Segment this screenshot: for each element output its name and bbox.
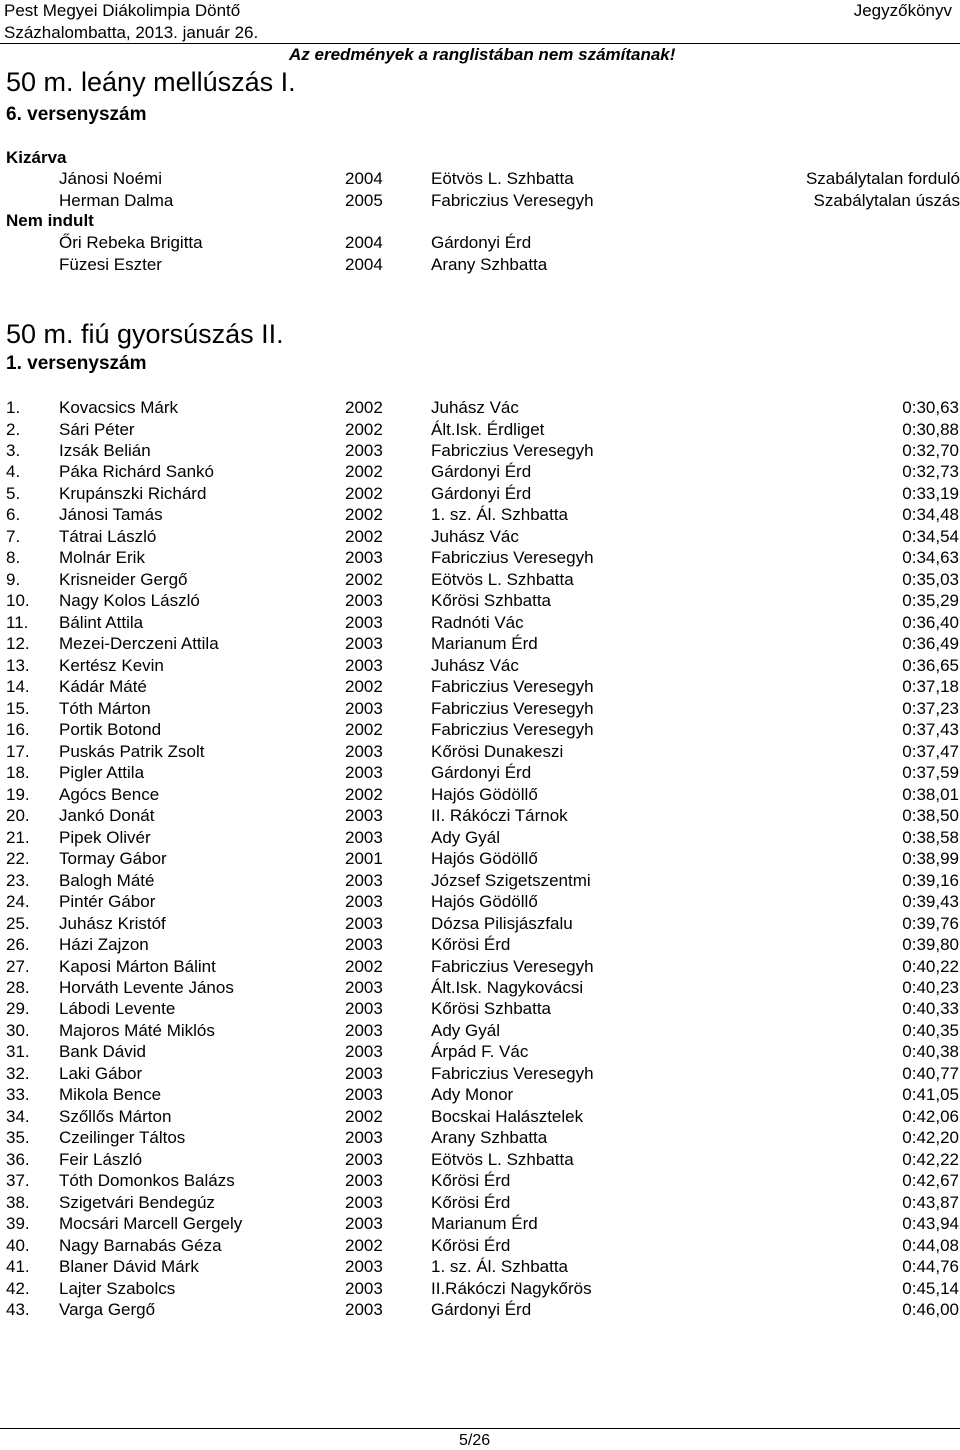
club-name: 1. sz. Ál. Szhbatta [431,505,569,525]
club-name: Juhász Vác [431,655,519,675]
result-time: 0:39,16 [902,870,959,890]
swimmer-name: Czeilinger Táltos [59,1128,186,1148]
birth-year: 2002 [345,784,383,804]
swimmer-name: Tormay Gábor [59,849,167,869]
swimmer-name: Kaposi Márton Bálint [59,956,216,976]
club-name: Bocskai Halásztelek [431,1106,584,1126]
result-time: 0:36,49 [902,634,959,654]
rank: 41. [6,1257,30,1277]
result-time: 0:33,19 [902,483,959,503]
birth-year: 2002 [345,526,383,546]
club-name: 1. sz. Ál. Szhbatta [431,1257,569,1277]
rank: 14. [6,677,30,697]
rank: 5. [6,483,21,503]
rank: 9. [6,569,21,589]
dq-reason: Szabálytalan forduló [805,169,960,188]
birth-year: 2003 [345,1149,383,1169]
table-row [0,1149,960,1170]
club-name: Gárdonyi Érd [431,763,532,783]
result-time: 0:45,14 [902,1278,959,1298]
club-name: Eötvös L. Szhbatta [431,1149,574,1169]
table-row [0,526,960,547]
club-name: Gárdonyi Érd [431,483,532,503]
club-name: Ált.Isk. Érdliget [431,419,545,439]
swimmer-name: Mikola Bence [59,1085,162,1105]
swimmer-name: Krisneider Gergő [59,569,188,589]
club-name: Gárdonyi Érd [431,462,532,482]
birth-year: 2003 [345,1257,383,1277]
result-time: 0:39,80 [902,935,959,954]
club-name: Hajós Gödöllő [431,849,538,869]
birth-year: 2002 [345,956,383,976]
event2-title: 50 m. fiú gyorsúszás II. [6,319,284,349]
club-name: Gárdonyi Érd [431,233,532,252]
swimmer-name: Kovacsics Márk [59,398,179,417]
table-row [0,397,960,418]
swimmer-name: Páka Richárd Sankó [59,462,214,482]
table-row [0,719,960,740]
club-name: Marianum Érd [431,1214,538,1234]
swimmer-name: Herman Dalma [59,191,174,210]
rank: 31. [6,1042,30,1062]
table-row [0,1106,960,1127]
table-row [0,870,960,891]
rank: 40. [6,1235,30,1255]
rank: 32. [6,1063,30,1083]
result-time: 0:38,99 [902,849,959,869]
birth-year: 2003 [345,806,383,826]
rank: 7. [6,526,21,546]
swimmer-name: Tátrai László [59,526,157,546]
swimmer-name: Tóth Márton [59,698,151,718]
birth-year: 2003 [345,935,383,954]
table-row [0,1063,960,1084]
club-name: Gárdonyi Érd [431,1300,532,1320]
swimmer-name: Agócs Bence [59,784,160,804]
table-row [0,440,960,461]
club-name: Juhász Vác [431,526,519,546]
club-name: II.Rákóczi Nagykőrös [431,1278,592,1298]
result-time: 0:42,22 [902,1149,959,1169]
birth-year: 2001 [345,849,383,869]
birth-year: 2003 [345,892,383,911]
birth-year: 2002 [345,569,383,589]
rank: 27. [6,956,30,976]
rank: 33. [6,1085,30,1105]
table-row [0,461,960,482]
result-time: 0:40,38 [902,1042,959,1062]
footer-divider [0,1428,960,1429]
club-name: Fabriczius Veresegyh [431,720,594,740]
club-name: Fabriczius Veresegyh [431,548,594,568]
rank: 42. [6,1278,30,1298]
birth-year: 2003 [345,763,383,783]
rank: 43. [6,1300,30,1320]
birth-year: 2003 [345,1020,383,1040]
club-name: Ady Gyál [431,827,500,847]
club-name: Dózsa Pilisjászfalu [431,913,573,933]
rank: 12. [6,634,30,654]
result-time: 0:46,00 [902,1300,959,1320]
result-time: 0:30,88 [902,419,959,439]
swimmer-name: Varga Gergő [59,1300,156,1320]
birth-year: 2002 [345,462,383,482]
birth-year: 2003 [345,1128,383,1148]
swimmer-name: Juhász Kristóf [59,913,166,933]
club-name: Juhász Vác [431,398,519,417]
result-time: 0:43,87 [902,1192,959,1212]
birth-year: 2003 [345,1214,383,1234]
table-row [0,419,960,440]
swimmer-name: Pigler Attila [59,763,145,783]
table-row [0,569,960,590]
birth-year: 2003 [345,870,383,890]
rank: 36. [6,1149,30,1169]
table-row [0,934,960,955]
table-row [0,848,960,869]
header-subtitle: Százhalombatta, 2013. január 26. [4,23,259,42]
rank: 18. [6,763,30,783]
birth-year: 2003 [345,1042,383,1062]
result-time: 0:43,94 [902,1214,959,1234]
club-name: Hajós Gödöllő [431,784,538,804]
swimmer-name: Szőllős Márton [59,1106,172,1126]
rank: 28. [6,978,30,997]
result-time: 0:35,29 [902,591,959,611]
rank: 30. [6,1020,30,1040]
club-name: Arany Szhbatta [431,1128,548,1148]
rank: 8. [6,548,21,568]
club-name: Ált.Isk. Nagykovácsi [431,978,584,997]
club-name: Kőrösi Érd [431,935,511,954]
swimmer-name: Kertész Kevin [59,655,164,675]
birth-year: 2002 [345,1106,383,1126]
rank: 2. [6,419,21,439]
rank: 3. [6,441,21,460]
dq-reason: Szabálytalan úszás [813,191,960,210]
birth-year: 2002 [345,483,383,503]
birth-year: 2003 [345,548,383,568]
club-name: Radnóti Vác [431,612,524,632]
birth-year: 2003 [345,978,383,997]
result-time: 0:39,43 [902,892,959,911]
birth-year: 2002 [345,398,383,417]
club-name: Kőrösi Érd [431,1235,511,1255]
table-row [0,612,960,633]
birth-year: 2003 [345,1192,383,1212]
result-time: 0:36,40 [902,612,959,632]
rank: 38. [6,1192,30,1212]
club-name: Kőrösi Szhbatta [431,591,552,611]
rank: 4. [6,462,21,482]
rank: 1. [6,398,21,417]
table-row [0,1020,960,1041]
table-row [0,655,960,676]
swimmer-name: Majoros Máté Miklós [59,1020,215,1040]
table-row [0,1278,960,1299]
birth-year: 2002 [345,677,383,697]
table-row [0,998,960,1019]
swimmer-name: Jankó Donát [59,806,155,826]
birth-year: 2002 [345,419,383,439]
swimmer-name: Szigetvári Bendegúz [59,1192,215,1212]
swimmer-name: Pintér Gábor [59,892,156,911]
rank: 26. [6,935,30,954]
table-row [0,1213,960,1234]
rank: 17. [6,741,30,761]
rank: 10. [6,591,30,611]
swimmer-name: Portik Botond [59,720,162,740]
swimmer-name: Balogh Máté [59,870,155,890]
table-row [0,1256,960,1277]
swimmer-name: Jánosi Noémi [59,169,162,188]
swimmer-name: Mezei-Derczeni Attila [59,634,219,654]
birth-year: 2004 [345,255,383,274]
swimmer-name: Pipek Olivér [59,827,151,847]
birth-year: 2005 [345,191,383,210]
result-time: 0:40,35 [902,1020,959,1040]
club-name: Ady Monor [431,1085,514,1105]
result-time: 0:42,06 [902,1106,959,1126]
birth-year: 2003 [345,1300,383,1320]
rank: 37. [6,1171,30,1191]
rank: 24. [6,892,30,911]
swimmer-name: Laki Gábor [59,1063,143,1083]
birth-year: 2004 [345,233,383,252]
swimmer-name: Őri Rebeka Brigitta [59,233,203,252]
table-row [0,891,960,912]
list-item [0,190,960,211]
birth-year: 2003 [345,698,383,718]
birth-year: 2004 [345,169,383,188]
swimmer-name: Tóth Domonkos Balázs [59,1171,235,1191]
result-time: 0:37,23 [902,698,959,718]
header-divider [0,43,960,44]
result-time: 0:37,18 [902,677,959,697]
table-row [0,633,960,654]
birth-year: 2003 [345,913,383,933]
page-number: 5/26 [459,1432,491,1449]
table-row [0,590,960,611]
club-name: Hajós Gödöllő [431,892,538,911]
table-row [0,762,960,783]
result-time: 0:35,03 [902,569,959,589]
result-time: 0:38,01 [902,784,959,804]
swimmer-name: Füzesi Eszter [59,255,162,274]
swimmer-name: Lajter Szabolcs [59,1278,176,1298]
birth-year: 2003 [345,441,383,460]
swimmer-name: Krupánszki Richárd [59,483,207,503]
result-time: 0:34,63 [902,548,959,568]
birth-year: 2003 [345,612,383,632]
list-item [0,232,960,253]
result-time: 0:36,65 [902,655,959,675]
birth-year: 2002 [345,505,383,525]
group-label-did-not-start: Nem indult [6,211,94,230]
list-item [0,168,960,189]
result-time: 0:40,77 [902,1063,959,1083]
swimmer-name: Izsák Belián [59,441,151,460]
swimmer-name: Mocsári Marcell Gergely [59,1214,243,1234]
group-label-disqualified: Kizárva [6,148,67,167]
club-name: Ady Gyál [431,1020,500,1040]
birth-year: 2003 [345,999,383,1019]
birth-year: 2003 [345,634,383,654]
table-row [0,698,960,719]
birth-year: 2003 [345,1171,383,1191]
table-row [0,913,960,934]
club-name: Marianum Érd [431,634,538,654]
rank: 25. [6,913,30,933]
club-name: Kőrösi Dunakeszi [431,741,564,761]
swimmer-name: Lábodi Levente [59,999,176,1019]
table-row [0,1170,960,1191]
rank: 21. [6,827,30,847]
result-time: 0:38,58 [902,827,959,847]
result-time: 0:40,33 [902,999,959,1019]
birth-year: 2003 [345,591,383,611]
club-name: Kőrösi Érd [431,1192,511,1212]
club-name: II. Rákóczi Tárnok [431,806,568,826]
rank: 23. [6,870,30,890]
swimmer-name: Sári Péter [59,419,135,439]
rank: 35. [6,1128,30,1148]
club-name: Fabriczius Veresegyh [431,677,594,697]
result-time: 0:42,20 [902,1128,959,1148]
page-header [0,0,960,44]
rank: 29. [6,999,30,1019]
table-row [0,827,960,848]
club-name: Fabriczius Veresegyh [431,191,594,210]
club-name: Kőrösi Érd [431,1171,511,1191]
table-row [0,676,960,697]
event2-number: 1. versenyszám [6,353,147,374]
club-name: Fabriczius Veresegyh [431,1063,594,1083]
birth-year: 2003 [345,827,383,847]
rank: 22. [6,849,30,869]
swimmer-name: Bálint Attila [59,612,144,632]
result-time: 0:32,73 [902,462,959,482]
club-name: Fabriczius Veresegyh [431,698,594,718]
result-time: 0:30,63 [902,398,959,417]
header-doc-type: Jegyzőkönyv [853,1,952,20]
ranking-notice: Az eredmények a ranglistában nem számítanak! [289,45,676,64]
rank: 39. [6,1214,30,1234]
table-row [0,1041,960,1062]
result-time: 0:34,48 [902,505,959,525]
event1-number: 6. versenyszám [6,104,147,125]
result-time: 0:37,43 [902,720,959,740]
result-time: 0:40,23 [902,978,959,997]
table-row [0,1299,960,1320]
table-row [0,1084,960,1105]
result-time: 0:38,50 [902,806,959,826]
result-time: 0:40,22 [902,956,959,976]
club-name: Fabriczius Veresegyh [431,956,594,976]
table-row [0,504,960,525]
header-title: Pest Megyei Diákolimpia Döntő [4,1,241,20]
swimmer-name: Feir László [59,1149,143,1169]
event1-title: 50 m. leány mellúszás I. [6,67,296,97]
table-row [0,805,960,826]
rank: 16. [6,720,30,740]
club-name: Eötvös L. Szhbatta [431,569,574,589]
birth-year: 2002 [345,1235,383,1255]
result-time: 0:32,70 [902,441,959,460]
swimmer-name: Bank Dávid [59,1042,146,1062]
club-name: Árpád F. Vác [431,1042,529,1062]
table-row [0,1127,960,1148]
swimmer-name: Blaner Dávid Márk [59,1257,199,1277]
birth-year: 2003 [345,655,383,675]
swimmer-name: Házi Zajzon [59,935,149,954]
rank: 19. [6,784,30,804]
result-time: 0:41,05 [902,1085,959,1105]
result-time: 0:39,76 [902,913,959,933]
swimmer-name: Horváth Levente János [59,978,234,997]
list-item [0,254,960,275]
birth-year: 2003 [345,1063,383,1083]
swimmer-name: Nagy Kolos László [59,591,200,611]
page-footer [0,1428,960,1449]
result-time: 0:44,08 [902,1235,959,1255]
result-time: 0:37,59 [902,763,959,783]
table-row [0,784,960,805]
result-time: 0:42,67 [902,1171,959,1191]
club-name: Eötvös L. Szhbatta [431,169,574,188]
swimmer-name: Jánosi Tamás [59,505,163,525]
table-row [0,741,960,762]
swimmer-name: Molnár Erik [59,548,145,568]
table-row [0,547,960,568]
rank: 34. [6,1106,30,1126]
table-row [0,977,960,998]
swimmer-name: Puskás Patrik Zsolt [59,741,205,761]
club-name: József Szigetszentmi [431,870,591,890]
swimmer-name: Kádár Máté [59,677,147,697]
rank: 6. [6,505,21,525]
rank: 13. [6,655,30,675]
rank: 20. [6,806,30,826]
table-row [0,483,960,504]
swimmer-name: Nagy Barnabás Géza [59,1235,222,1255]
table-row [0,1235,960,1256]
birth-year: 2003 [345,1085,383,1105]
rank: 11. [6,612,29,632]
club-name: Kőrösi Szhbatta [431,999,552,1019]
result-time: 0:34,54 [902,526,959,546]
birth-year: 2003 [345,1278,383,1298]
table-row [0,1192,960,1213]
result-time: 0:37,47 [902,741,959,761]
club-name: Fabriczius Veresegyh [431,441,594,460]
birth-year: 2003 [345,741,383,761]
table-row [0,956,960,977]
result-time: 0:44,76 [902,1257,959,1277]
club-name: Arany Szhbatta [431,255,548,274]
rank: 15. [6,698,30,718]
birth-year: 2002 [345,720,383,740]
